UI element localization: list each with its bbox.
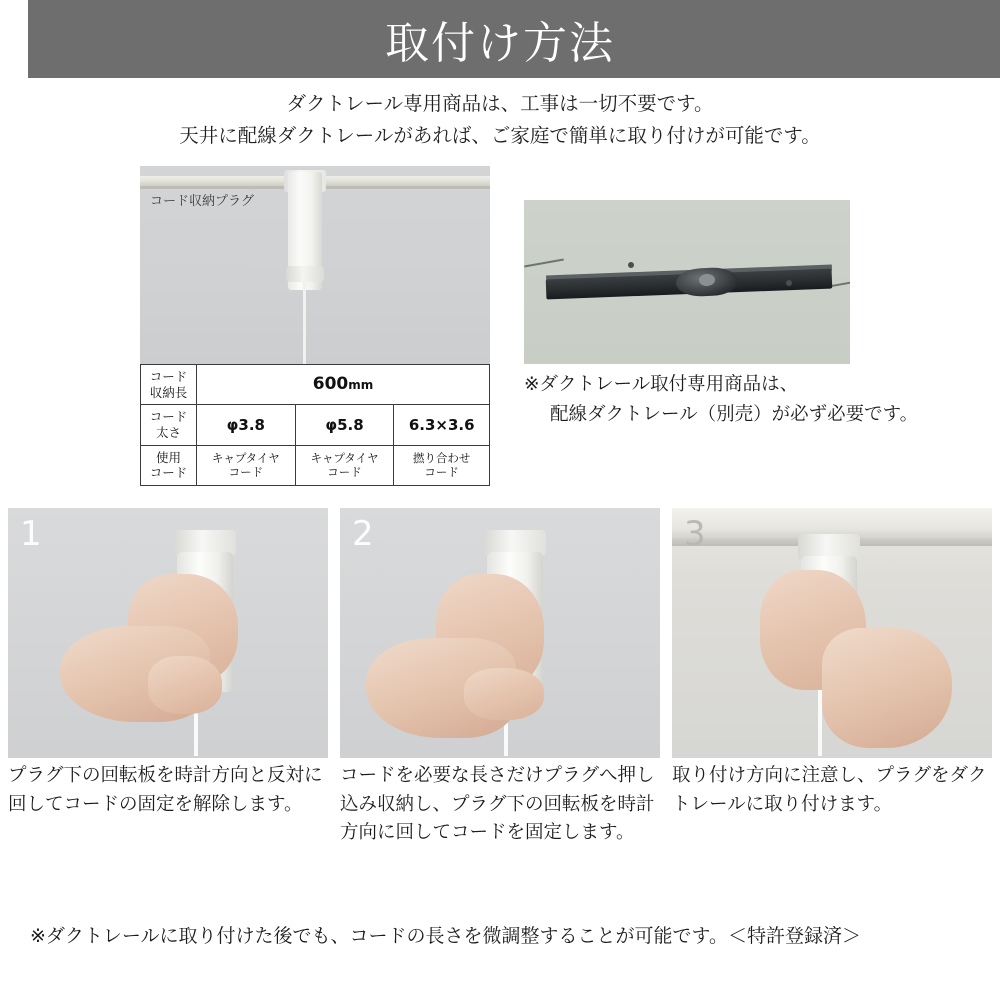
step-photo-row — [8, 508, 992, 758]
step-number-1: 1 — [20, 514, 42, 554]
intro-line-2: 天井に配線ダクトレールがあれば、ご家庭で簡単に取り付けが可能です。 — [179, 123, 821, 147]
step-photo-1 — [8, 508, 328, 758]
duct-rail-note-line-2: 配線ダクトレール（別売）が必ず必要です。 — [550, 403, 919, 425]
rail-screw-icon — [786, 280, 792, 286]
page-title: 取付け方法 — [385, 18, 615, 69]
step-number-2: 2 — [352, 514, 374, 554]
cord-type-value-1: キャプタイヤ コード — [197, 445, 296, 485]
row-header-cord-type — [141, 445, 197, 485]
row-header-cord-thickness — [141, 405, 197, 445]
row-header-line-2: コード 太さ — [149, 409, 188, 440]
spec-table — [140, 364, 490, 486]
duct-rail-photo — [524, 200, 850, 364]
cord-length-value — [197, 365, 490, 405]
rail-wire-left-graphic — [524, 259, 564, 268]
cord-length-number: 600 — [312, 374, 349, 394]
step-caption-row — [8, 762, 992, 892]
step-photo-3 — [672, 508, 992, 758]
hand-graphic — [822, 628, 952, 748]
thickness-value-2: φ5.8 — [295, 405, 394, 445]
duct-rail-note — [524, 370, 980, 430]
rail-screw-icon — [628, 262, 634, 268]
step-number-3: 3 — [684, 514, 706, 554]
duct-rail-note-line-1: ※ダクトレール取付専用商品は、 — [524, 374, 799, 395]
row-header-line-3: 使用 コード — [149, 449, 188, 481]
finger-graphic — [148, 656, 222, 714]
table-row — [141, 445, 490, 485]
intro-line-1: ダクトレール専用商品は、工事は一切不要です。 — [286, 92, 714, 115]
cord-type-value-3: 撚り合わせ コード — [394, 445, 490, 485]
plug-cord-graphic — [303, 282, 306, 364]
step-photo-2 — [340, 508, 660, 758]
plug-photo — [140, 166, 490, 364]
step-caption-3: 取り付け方向に注意し、プラグをダクトレールに取り付けます。 — [672, 765, 987, 815]
cord-type-value-2: キャプタイヤ コード — [295, 445, 394, 485]
plug-photo-label: コード収納プラグ — [150, 194, 255, 209]
header-accent-bar — [0, 0, 28, 78]
cord-length-unit: mm — [348, 378, 374, 392]
thickness-value-3: 6.3×3.6 — [394, 405, 490, 445]
step-caption-2: コードを必要な長さだけプラグへ押し込み収納し、プラグ下の回転板を時計方向に回してコードを固定します。 — [340, 765, 655, 844]
plug-rotary-plate-graphic — [286, 266, 324, 282]
step-caption-1: プラグ下の回転板を時計方向と反対に回してコードの固定を解除します。 — [8, 765, 323, 815]
finger-graphic — [464, 668, 544, 720]
thickness-value-1: φ3.8 — [197, 405, 296, 445]
row-header-cord-length — [141, 365, 197, 405]
intro-text — [0, 88, 1000, 151]
row-header-line-1: コード 収納長 — [149, 369, 188, 400]
table-row — [141, 365, 490, 405]
table-row — [141, 405, 490, 445]
footer-note: ※ダクトレールに取り付けた後でも、コードの長さを微調整することが可能です。＜特許登録済＞ — [30, 925, 862, 947]
page-header — [0, 0, 1000, 78]
